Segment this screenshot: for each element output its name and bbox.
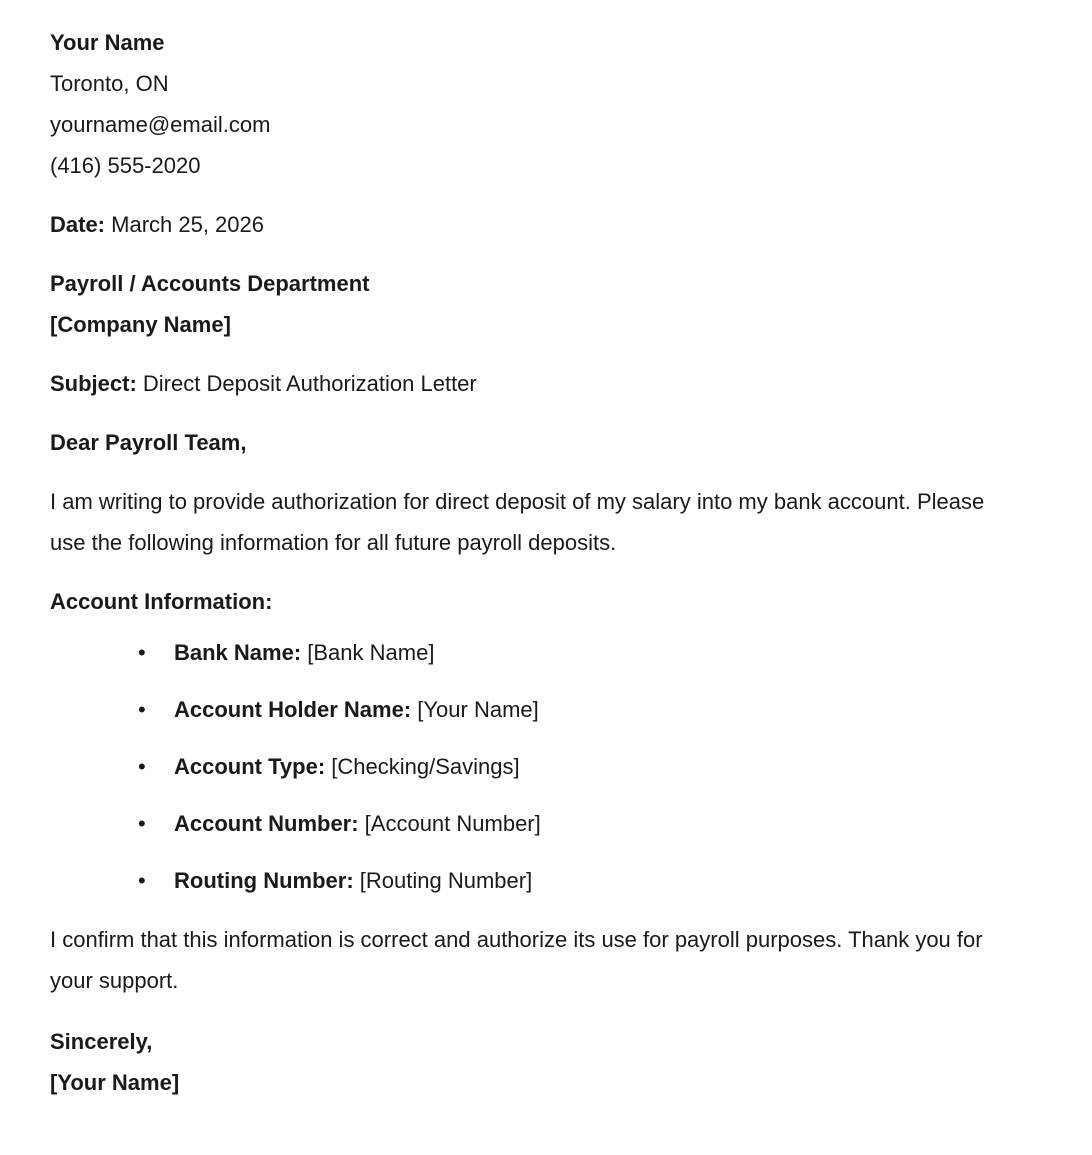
account-information-list [50,632,1010,901]
signature-name: [Your Name] [50,1070,180,1095]
subject-value: Direct Deposit Authorization Letter [136,371,477,396]
account-information-heading-block [50,581,1010,622]
date-line [50,204,1010,245]
list-item-value: [Bank Name] [301,640,435,665]
list-item [50,632,1010,673]
bullet-icon: • [138,697,146,722]
date-label: Date: [50,212,106,237]
salutation-block [50,422,1010,463]
sender-location: Toronto, ON [50,71,169,96]
confirmation-paragraph-block [50,919,1010,1001]
date-value: March 25, 2026 [105,212,264,237]
list-item-label: Routing Number: [174,868,354,893]
list-item-value: [Your Name] [411,697,539,722]
closing-block [50,1021,1010,1103]
list-item-label: Bank Name: [174,640,302,665]
subject-label: Subject: [50,371,137,396]
list-item [50,689,1010,730]
list-item-label: Account Number: [174,811,359,836]
list-item-value: [Account Number] [358,811,541,836]
salutation: Dear Payroll Team, [50,430,247,455]
intro-paragraph: I am writing to provide authorization for direct deposit of my salary into my bank account. Please use the following information for all future payroll deposits. [50,489,985,555]
list-item-value: [Routing Number] [353,868,533,893]
list-item [50,746,1010,787]
list-item-label: Account Holder Name: [174,697,412,722]
date-block [50,204,1010,245]
bullet-icon: • [138,811,146,836]
intro-paragraph-block [50,481,1010,563]
sender-address-block [50,22,1010,186]
sender-name: Your Name [50,30,165,55]
sender-phone: (416) 555-2020 [50,153,201,178]
list-item-label: Account Type: [174,754,326,779]
recipient-company: [Company Name] [50,312,231,337]
letter-body [50,22,1010,1103]
bullet-icon: • [138,754,146,779]
subject-line [50,363,1010,404]
list-item [50,803,1010,844]
bullet-icon: • [138,868,146,893]
bullet-icon: • [138,640,146,665]
confirmation-paragraph: I confirm that this information is correct and authorize its use for payroll purposes. Thank you for your support. [50,927,983,993]
sign-off: Sincerely, [50,1029,153,1054]
sender-email: yourname@email.com [50,112,271,137]
recipient-block [50,263,1010,345]
subject-block [50,363,1010,404]
list-item [50,860,1010,901]
account-information-heading: Account Information: [50,589,273,614]
list-item-value: [Checking/Savings] [325,754,520,779]
recipient-department: Payroll / Accounts Department [50,271,370,296]
